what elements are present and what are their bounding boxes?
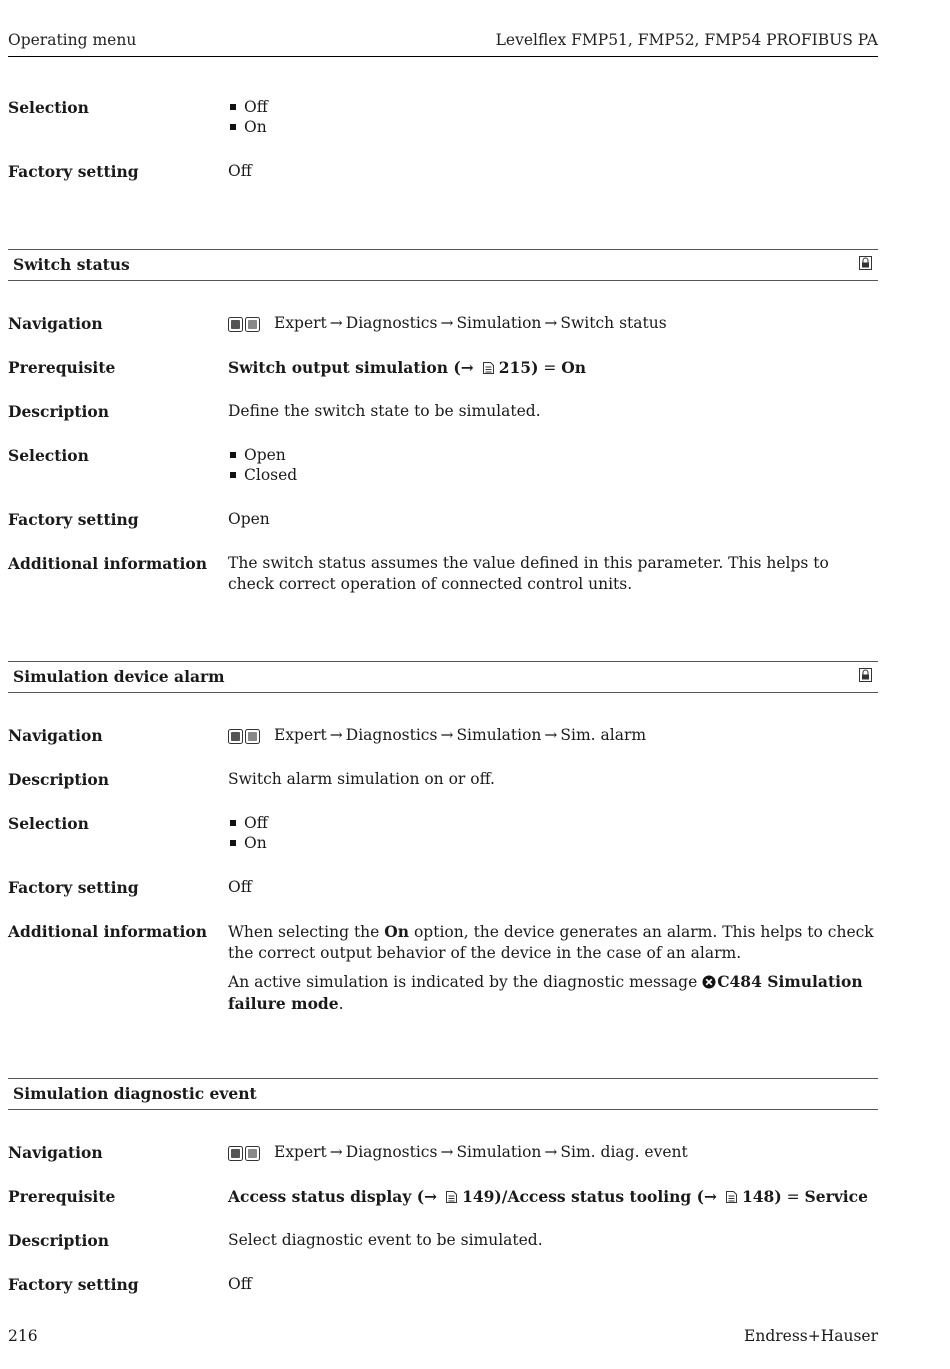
selection-option: Off — [228, 97, 878, 117]
operating-keys-icon — [228, 1143, 260, 1164]
lock-icon — [859, 668, 872, 682]
page-reference[interactable]: 215) — [498, 358, 539, 377]
selection-option: On — [228, 833, 878, 853]
nav-step: Expert — [274, 726, 327, 744]
arrow-right-icon: → — [544, 1143, 558, 1161]
description-text: Define the switch state to be simulated. — [228, 402, 541, 420]
arrow-right-icon: → — [440, 726, 454, 744]
label-additional-information: Additional information — [8, 554, 208, 573]
prerequisite-required-value: Service — [804, 1187, 868, 1206]
label-selection: Selection — [8, 446, 89, 465]
selection-option: Open — [228, 445, 878, 465]
page-reference-icon — [445, 1190, 458, 1204]
label-prerequisite: Prerequisite — [8, 1187, 116, 1206]
arrow-right-icon: → — [544, 726, 558, 744]
label-factory-setting: Factory setting — [8, 1275, 139, 1294]
equals-sign: = — [781, 1188, 805, 1206]
section-simulation-device-alarm — [8, 661, 878, 693]
label-selection: Selection — [8, 814, 89, 833]
nav-step: Expert — [274, 314, 327, 332]
separator: / — [501, 1187, 508, 1206]
fault-circle-x-icon — [702, 975, 716, 989]
arrow-right-icon: → — [544, 314, 558, 332]
navigation-path — [228, 313, 878, 335]
arrow-right-icon: → — [460, 358, 474, 377]
nav-step: Simulation — [456, 726, 542, 744]
section-title: Simulation device alarm — [13, 667, 225, 686]
info-paragraph — [228, 921, 878, 964]
lock-icon — [859, 256, 872, 270]
nav-step: Diagnostics — [345, 726, 438, 744]
nav-step: Diagnostics — [345, 1143, 438, 1161]
section-switch-status — [8, 249, 878, 281]
page-reference[interactable]: 148) — [741, 1187, 782, 1206]
label-selection: Selection — [8, 98, 89, 117]
brand-name: Endress+Hauser — [744, 1327, 878, 1345]
header-product-name: Levelflex FMP51, FMP52, FMP54 PROFIBUS PA — [495, 31, 878, 49]
arrow-right-icon: → — [329, 1143, 343, 1161]
nav-step: Diagnostics — [345, 314, 438, 332]
label-description: Description — [8, 1231, 110, 1250]
nav-step: Simulation — [456, 314, 542, 332]
label-description: Description — [8, 770, 110, 789]
arrow-right-icon: → — [329, 314, 343, 332]
label-navigation: Navigation — [8, 726, 103, 745]
selection-option: Off — [228, 813, 878, 833]
diagnostic-message: C484 Simulation failure mode — [228, 972, 863, 1013]
page-reference-icon — [725, 1190, 738, 1204]
prerequisite-value — [228, 1186, 878, 1208]
operating-keys-icon — [228, 314, 260, 335]
navigation-path — [228, 725, 878, 747]
arrow-right-icon: → — [440, 314, 454, 332]
label-prerequisite: Prerequisite — [8, 358, 116, 377]
prerequisite-parameter[interactable]: Access status tooling ( — [507, 1187, 704, 1206]
section-title: Switch status — [13, 255, 130, 274]
label-factory-setting: Factory setting — [8, 878, 139, 897]
selection-option: Closed — [228, 465, 878, 485]
additional-information-text — [228, 921, 878, 1022]
factory-setting-value: Off — [228, 1275, 252, 1293]
selection-list — [228, 813, 878, 853]
arrow-right-icon: → — [703, 1187, 717, 1206]
description-text: Select diagnostic event to be simulated. — [228, 1231, 543, 1249]
selection-list — [228, 97, 878, 137]
factory-setting-value: Off — [228, 162, 252, 180]
nav-step: Sim. alarm — [560, 726, 647, 744]
operating-keys-icon — [228, 726, 260, 747]
page-reference-icon — [482, 361, 495, 375]
description-text: Switch alarm simulation on or off. — [228, 770, 495, 788]
label-additional-information: Additional information — [8, 922, 208, 941]
nav-step: Simulation — [456, 1143, 542, 1161]
factory-setting-value: Open — [228, 510, 270, 528]
prerequisite-required-value: On — [561, 358, 587, 377]
prerequisite-parameter[interactable]: Switch output simulation ( — [228, 358, 461, 377]
page-reference[interactable]: 149) — [462, 1187, 502, 1206]
selection-option: On — [228, 117, 878, 137]
equals-sign: = — [538, 359, 562, 377]
selection-list — [228, 445, 878, 485]
label-description: Description — [8, 402, 110, 421]
header-section-title: Operating menu — [8, 31, 137, 49]
label-factory-setting: Factory setting — [8, 162, 139, 181]
prerequisite-value — [228, 357, 878, 379]
info-text: An active simulation is indicated by the diagnostic message — [228, 973, 703, 991]
info-text: . — [338, 995, 344, 1013]
arrow-right-icon: → — [329, 726, 343, 744]
arrow-right-icon: → — [424, 1187, 438, 1206]
prerequisite-parameter[interactable]: Access status display ( — [228, 1187, 425, 1206]
info-text: option, the device generates an alarm. This helps to check the correct output behavior of the device in the case of an alarm. — [228, 923, 874, 962]
additional-information-text: The switch status assumes the value defined in this parameter. This helps to check correct operation of connected control units. — [228, 554, 829, 593]
nav-step: Expert — [274, 1143, 327, 1161]
navigation-path — [228, 1142, 878, 1164]
factory-setting-value: Off — [228, 878, 252, 896]
label-navigation: Navigation — [8, 1143, 103, 1162]
arrow-right-icon: → — [440, 1143, 454, 1161]
nav-step: Sim. diag. event — [560, 1143, 688, 1161]
section-simulation-diagnostic-event — [8, 1078, 878, 1110]
section-title: Simulation diagnostic event — [13, 1084, 257, 1103]
label-navigation: Navigation — [8, 314, 103, 333]
page-number: 216 — [8, 1327, 38, 1345]
header-divider — [8, 56, 878, 57]
info-paragraph — [228, 971, 878, 1015]
info-text: When selecting the — [228, 923, 385, 941]
nav-step: Switch status — [560, 314, 667, 332]
label-factory-setting: Factory setting — [8, 510, 139, 529]
option-name: On — [384, 922, 410, 941]
